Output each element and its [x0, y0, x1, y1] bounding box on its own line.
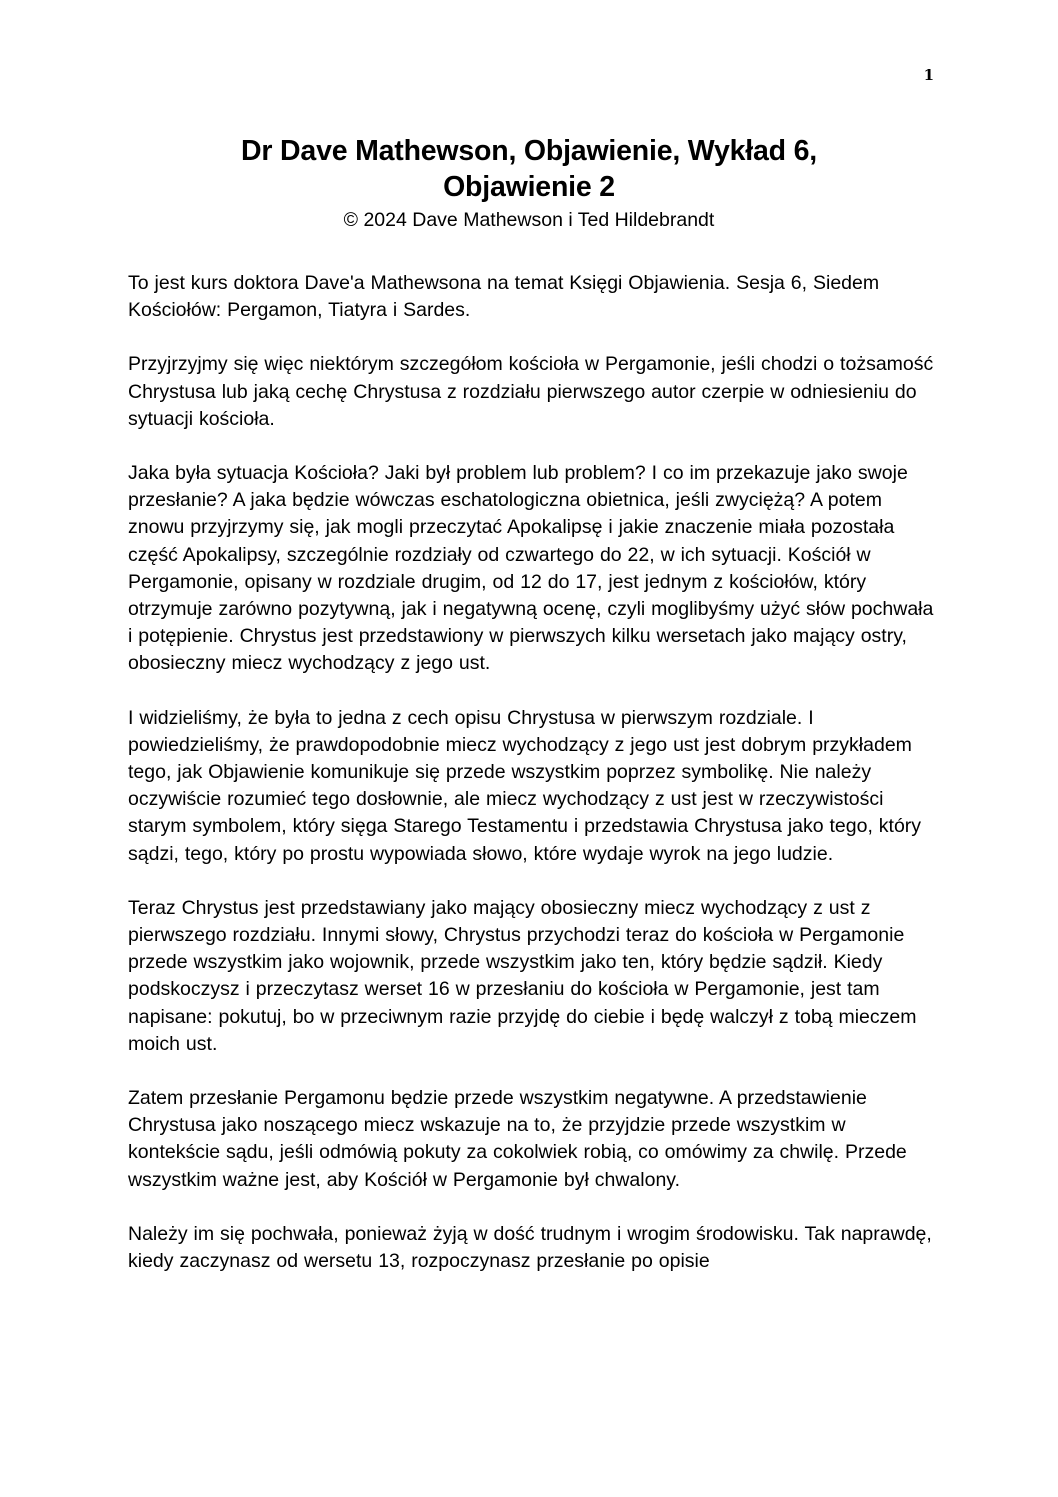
paragraph-6: Zatem przesłanie Pergamonu będzie przede wszystkim negatywne. A przedstawienie Chrystusa jako noszącego miecz wskazuje na to, że przyjdzie przede wszystkim w kontekście sądu, jeśli odmówią pokuty za cokolwiek robią, co omówimy za chwilę. Przede wszystkim ważne jest, aby Kościół w Pergamonie był chwalony.: [128, 1087, 907, 1191]
title-line-2: Objawienie 2: [443, 171, 615, 203]
paragraph-7: Należy im się pochwała, ponieważ żyją w dość trudnym i wrogim środowisku. Tak naprawdę, kiedy zaczynasz od wersetu 13, rozpoczynasz przesłanie po opisie: [128, 1222, 932, 1273]
paragraph-1: To jest kurs doktora Dave'a Mathewsona na temat Księgi Objawienia. Sesja 6, Siedem Kościołów: Pergamon, Tiatyra i Sardes.: [128, 272, 880, 322]
document-body: [128, 270, 936, 1302]
copyright-line: © 2024 Dave Mathewson i Ted Hildebrandt: [343, 209, 715, 231]
title-line-1: Dr Dave Mathewson, Objawienie, Wykład 6,: [241, 135, 817, 167]
document-title: [0, 133, 1058, 205]
paragraph-4: I widzieliśmy, że była to jedna z cech opisu Chrystusa w pierwszym rozdziale. I powiedzieliśmy, że prawdopodobnie miecz wychodzący z jego ust jest dobrym przykładem tego, jak Objawienie komunikuje się przede wszystkim poprzez symbolikę. Nie należy oczywiście rozumieć tego dosłownie, ale miecz wychodzący z ust jest w rzeczywistości starym symbolem, który sięga Starego Testamentu i przedstawia Chrystusa jako tego, który sądzi, tego, który po prostu wypowiada słowo, które wydaje wyrok na jego ludzie.: [128, 706, 922, 865]
paragraph-5: Teraz Chrystus jest przedstawiany jako mający obosieczny miecz wychodzący z ust z pierwszego rozdziału. Innymi słowy, Chrystus przychodzi teraz do kościoła w Pergamonie przede wszystkim jako wojownik, przede wszystkim jako ten, który będzie sądził. Kiedy podskoczysz i przeczytasz werset 16 w przesłaniu do kościoła w Pergamonie, jest tam napisane: pokutuj, bo w przeciwnym razie przyjdę do ciebie i będę walczył z tobą mieczem moich ust.: [128, 896, 917, 1055]
page-number: 1: [923, 66, 934, 84]
paragraph-2: Przyjrzyjmy się więc niektórym szczegółom kościoła w Pergamonie, jeśli chodzi o tożsamość Chrystusa lub jaką cechę Chrystusa z rozdziału pierwszego autor czerpie w odniesieniu do sytuacji kościoła.: [128, 353, 934, 430]
paragraph-3: Jaka była sytuacja Kościoła? Jaki był problem lub problem? I co im przekazuje jako swoje przesłanie? A jaka będzie wówczas eschatologiczna obietnica, jeśli zwyciężą? A potem znowu przyjrzymy się, jak mogli przeczytać Apokalipsę i jakie znaczenie miała pozostała część Apokalipsy, szczególnie rozdziały od czwartego do 22, w ich sytuacji. Kościół w Pergamonie, opisany w rozdziale drugim, od 12 do 17, jest jednym z kościołów, który otrzymuje zarówno pozytywną, jak i negatywną ocenę, czyli moglibyśmy użyć słów pochwała i potępienie. Chrystus jest przedstawiony w pierwszych kilku wersetach jako mający ostry, obosieczny miecz wychodzący z jego ust.: [128, 462, 934, 675]
document-header: [0, 133, 1058, 235]
